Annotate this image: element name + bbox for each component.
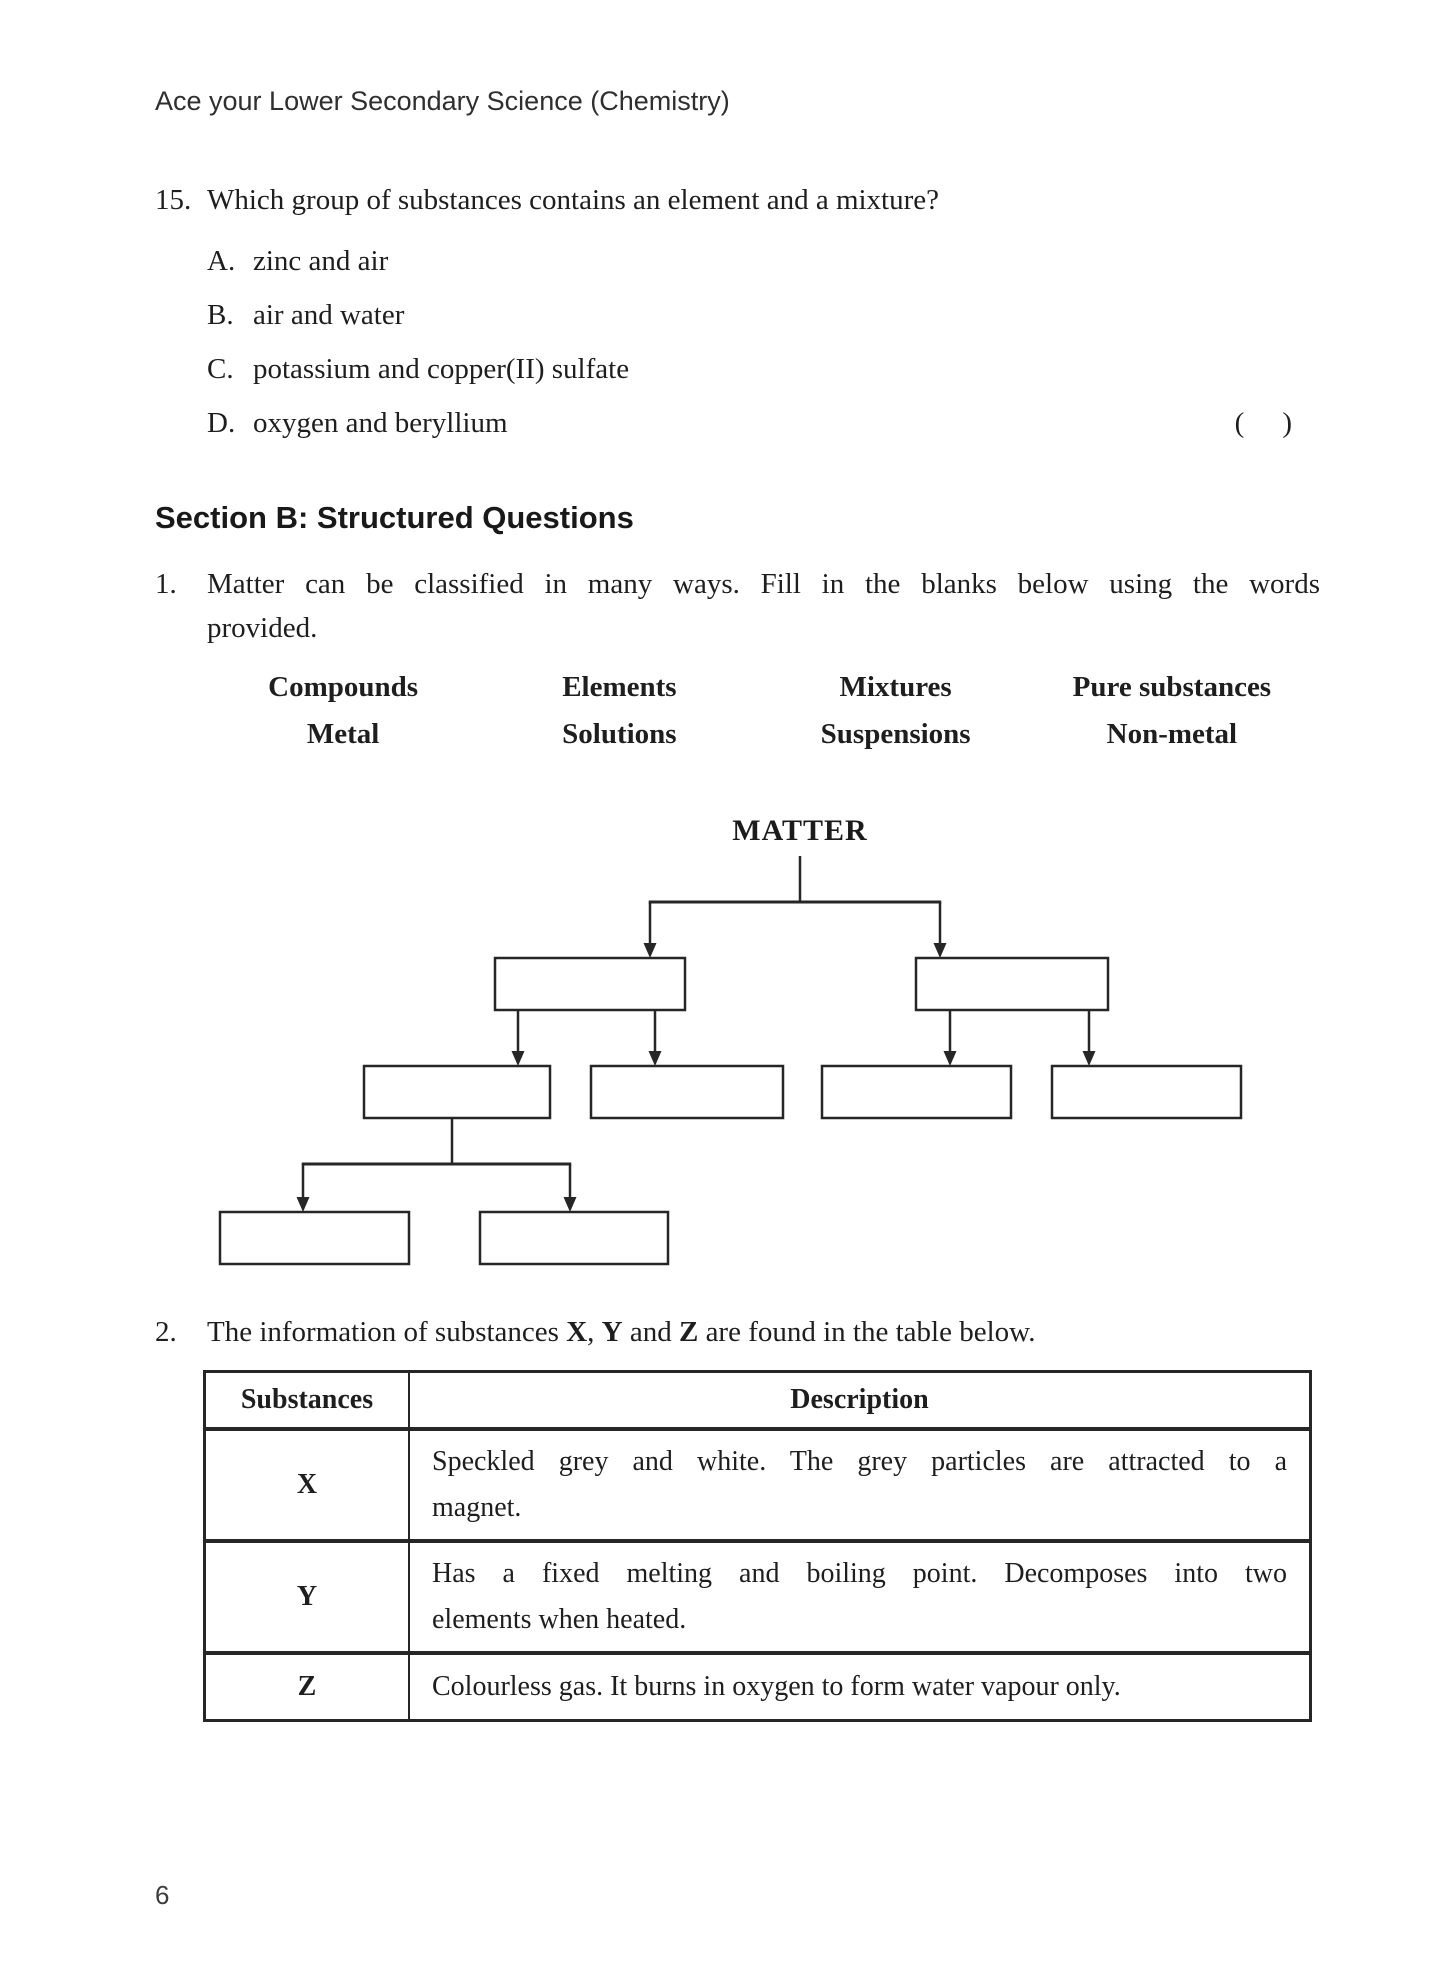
- question-1-number: 1.: [155, 568, 177, 600]
- arrow-down-icon: [944, 1051, 957, 1066]
- answer-paren-open: (: [1234, 407, 1245, 439]
- substance-y-label: Y: [206, 1543, 410, 1651]
- question-2: [155, 1310, 1315, 1354]
- table-row-x: [206, 1431, 1309, 1543]
- substance-z-label: Z: [206, 1655, 410, 1719]
- question-1-text-line1: Matter can be classified in many ways. Fill in the blanks below using the words: [207, 568, 1320, 600]
- diagram-blank-box-level1-left: [495, 958, 685, 1010]
- q2-substance-x: X: [566, 1316, 588, 1348]
- question-1-text-line2: provided.: [207, 612, 318, 644]
- arrow-down-icon: [934, 943, 947, 958]
- q2-seg3: and: [622, 1316, 679, 1348]
- diagram-root-label: MATTER: [732, 814, 868, 847]
- word-solutions: Solutions: [562, 718, 677, 750]
- substances-table: [203, 1370, 1312, 1722]
- question-15-text: Which group of substances contains an element and a mixture?: [207, 184, 940, 216]
- table-row-z: [206, 1655, 1309, 1719]
- word-compounds: Compounds: [268, 671, 419, 703]
- section-b-heading: Section B: Structured Questions: [155, 500, 634, 535]
- arrow-down-icon: [512, 1051, 525, 1066]
- q2-seg1: The information of substances: [207, 1316, 567, 1348]
- header-substances: Substances: [206, 1373, 410, 1427]
- q2-substance-z: Z: [678, 1316, 699, 1348]
- table-row-y: [206, 1543, 1309, 1655]
- word-suspensions: Suspensions: [820, 718, 971, 750]
- question-2-number: 2.: [155, 1316, 177, 1348]
- table-header-row: [206, 1373, 1309, 1431]
- word-elements: Elements: [562, 671, 677, 703]
- substance-z-description: [410, 1655, 1309, 1719]
- arrow-down-icon: [1083, 1051, 1096, 1066]
- arrow-down-icon: [649, 1051, 662, 1066]
- answer-paren-close: ): [1282, 407, 1292, 439]
- word-mixtures: Mixtures: [839, 671, 952, 703]
- x-desc-line1: Speckled grey and white. The grey particles are attracted to a: [432, 1446, 1287, 1477]
- page-number: 6: [155, 1880, 170, 1910]
- option-a-text: zinc and air: [253, 245, 389, 277]
- word-non-metal: Non-metal: [1106, 718, 1238, 750]
- y-desc-line1: Has a fixed melting and boiling point. Decomposes into two: [432, 1558, 1287, 1589]
- question-15-number: 15.: [155, 184, 192, 216]
- word-metal: Metal: [306, 718, 380, 750]
- word-pure-substances: Pure substances: [1072, 671, 1272, 703]
- substance-x-label: X: [206, 1431, 410, 1539]
- question-2-text: [207, 1310, 1035, 1354]
- header-description: Description: [790, 1384, 929, 1415]
- q2-substance-y: Y: [601, 1316, 623, 1348]
- arrow-down-icon: [644, 943, 657, 958]
- diagram-blank-box-level1-right: [916, 958, 1108, 1010]
- diagram-blank-box-level2-1: [364, 1066, 550, 1118]
- substance-y-description: [410, 1543, 1309, 1651]
- option-b-text: air and water: [253, 299, 405, 331]
- y-desc-line2: elements when heated.: [432, 1604, 687, 1635]
- diagram-blank-box-level3-2: [480, 1212, 668, 1264]
- option-c-letter: C.: [207, 353, 234, 385]
- q2-seg4: are found in the table below.: [698, 1316, 1036, 1348]
- arrow-down-icon: [297, 1197, 310, 1212]
- book-title-header: Ace your Lower Secondary Science (Chemistry): [155, 86, 730, 116]
- option-c-text: potassium and copper(II) sulfate: [253, 353, 630, 385]
- diagram-blank-box-level2-3: [822, 1066, 1011, 1118]
- option-d-text: oxygen and beryllium: [253, 407, 508, 439]
- arrow-down-icon: [564, 1197, 577, 1212]
- option-b-letter: B.: [207, 299, 234, 331]
- z-desc-line1: Colourless gas. It burns in oxygen to form water vapour only.: [432, 1671, 1121, 1702]
- substance-x-description: [410, 1431, 1309, 1539]
- diagram-blank-box-level2-4: [1052, 1066, 1241, 1118]
- x-desc-line2: magnet.: [432, 1492, 522, 1523]
- option-a-letter: A.: [207, 245, 236, 277]
- diagram-blank-box-level3-1: [220, 1212, 409, 1264]
- q2-seg2: ,: [587, 1316, 602, 1348]
- diagram-blank-box-level2-2: [591, 1066, 783, 1118]
- option-d-letter: D.: [207, 407, 236, 439]
